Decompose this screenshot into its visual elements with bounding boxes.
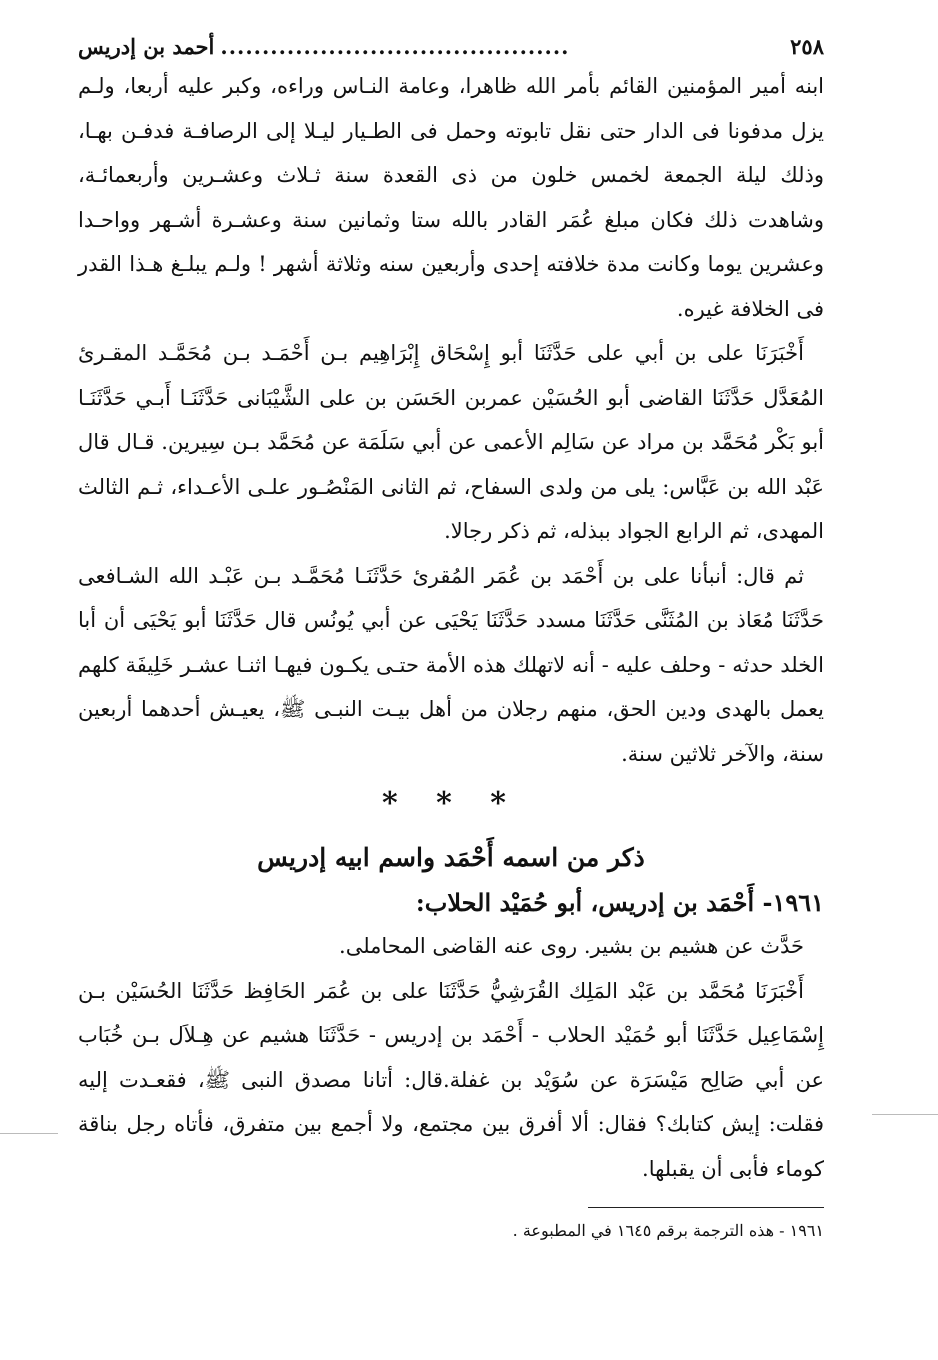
entry-paragraph-hadith: أَخْبَرَنَا مُحَمَّد بن عَبْد المَلِك القُرَشِيُّ حَدَّثَنَا على بن عُمَر الحَافِظ حَدَّثَنَا الحُسَيْن بـن إِسْمَاعِيل حَدَّثَنَا أبو حُمَيْد الحلاب - أَحْمَد بن إدريس - حَدَّثَنَا هشيم عن هِـلاَل بـن خُبَاب عن أبي صَالِح مَيْسَرَة عن سُوَيْد بن غفلة.قال: أتانا مصدق النبى ﷺ، فقعـدت إليه فقلت: إيش كتابك؟ فقال: ألا أفرق بين مجتمع، ولا أجمع بين متفرق، فأتاه رجل بناقة كوماء فأبى أن يقبلها.: [78, 978, 824, 1181]
running-header: [78, 30, 824, 64]
section-title: ذكر من اسمه أَحْمَد واسم ابيه إدريس: [257, 843, 645, 872]
paragraph-continuation: ابنه أمير المؤمنين القائم بأمر الله ظاهرا، وعامة النـاس وراءه، وكبر عليه أربعا، ولـم يزل مدفونا فى الدار حتى نقل تابوته وحمل فى الطـيار ليـلا إلى الرصافـة فدفـن بهـا، وذلك ليلة الجمعة لخمس خلون من ذى القعدة سنة ثـلاث وعشـرين وأربعمائـة، وشاهدت ذلك فكان مبلغ عُمَر القادر بالله ستا وثمانين سنة وعشـرة أشـهر وواحـدا وعشرين يوما وكانت مدة خلافته إحدى وأربعين سنه وثلاثة أشهر ! ولـم يبلـغ هـذا القدر فى الخلافة غيره.: [78, 74, 824, 321]
paragraph-twelve-caliphs: ثم قال: أنبأنا على بن أَحْمَد بن عُمَر المُقرئ حَدَّثَنَـا مُحَمَّـد بـن عَبْـد الله الشـافعى حَدَّثَنَا مُعَاذ بن المُثَنَّى حَدَّثَنَا مسدد حَدَّثَنَا يَحْيَى عن أبي يُونُس قال حَدَّثَنَا أبو يَحْيَى أن أبا الخلد حدثه - وحلف عليه - أنه لاتهلك هذه الأمة حتـى يكـون فيهـا اثنـا عشـر خَلِيفَة كلهم يعمل بالهدى ودين الحق، منهم رجلان من أهل بيـت النبـى ﷺ، يعيـش أحدهما أربعين سنة، والآخر ثلاثين سنة.: [78, 563, 824, 766]
paragraph-isnad-abbas: أَخْبَرَنَا على بن أبي على حَدَّثَنَا أبو إِسْحَاق إِبْرَاهِيم بـن أَحْمَـد بـن مُحَمَّـد المقـرئ المُعَدَّل حَدَّثَنَا القاضى أبو الحُسَيْن عمربن الحَسَن بن على الشَّيْبَانى حَدَّثَنَـا أَبـي حَدَّثَنَـا أبو بَكْر مُحَمَّد بن مراد عن سَالِم الأعمى عن أبي سَلَمَة عن مُحَمَّد بـن سِيرين. قـال قال عَبْد الله بن عَبَّاس: يلى من ولدى السفاح، ثم الثانى المَنْصُـور علـى الأعـداء، ثـم الثالث المهدى، ثم الرابع الجواد ببذله، ثم ذكر رجالا.: [78, 341, 824, 543]
header-leader-dots: ..........................................: [220, 34, 570, 59]
footnote: ١٩٦١ - هذه الترجمة برقم ١٦٤٥ في المطبوعة .: [512, 1221, 824, 1240]
book-page: [78, 30, 824, 1246]
entry-heading: ١٩٦١- أَحْمَد بن إدريس، أبو حُمَيْد الحلاب:: [415, 888, 824, 917]
running-title: أحمد بن إدريس: [78, 34, 215, 59]
entry-paragraph-narration: حَدَّث عن هشيم بن بشير. روى عنه القاضى المحاملى.: [339, 934, 804, 958]
footnote-rule: [588, 1207, 824, 1208]
page-number: ٢٥٨: [790, 34, 824, 59]
right-gutter-mark: [872, 1114, 938, 1115]
left-gutter-mark: [0, 1133, 58, 1134]
section-separator-stars: * * *: [382, 786, 520, 821]
